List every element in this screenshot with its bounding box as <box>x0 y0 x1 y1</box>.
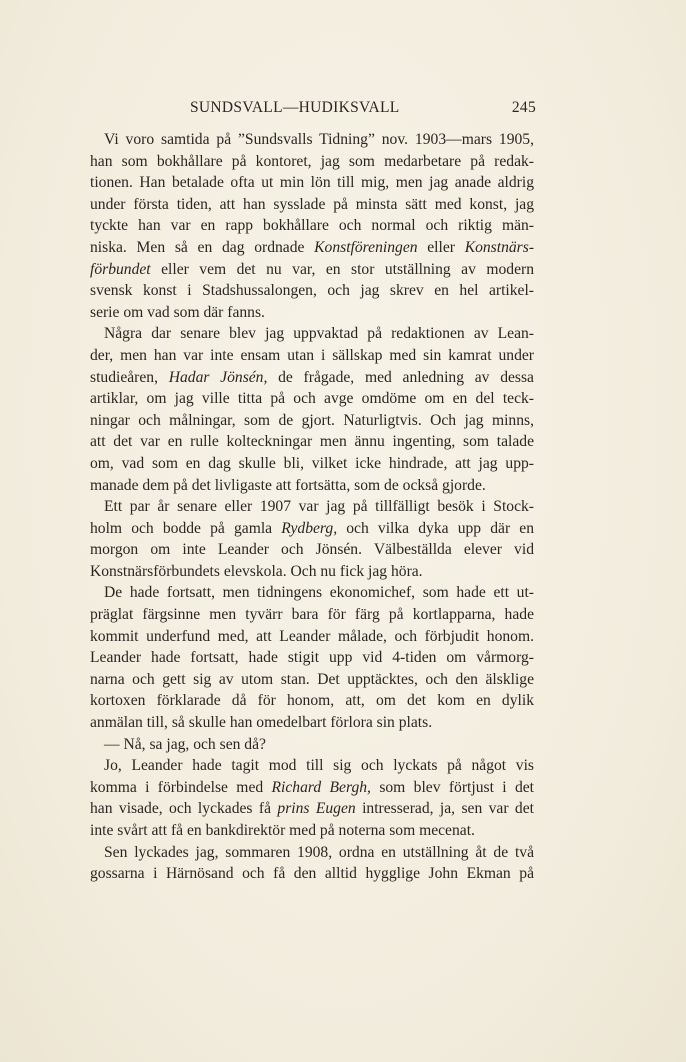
text-line <box>90 582 534 604</box>
text-run: Jo, Leander hade tagit mod till sig och lyckats på något vis <box>104 757 534 775</box>
text-run: narna och gett sig av utom stan. Det upptäcktes, och den älsklige <box>90 670 534 688</box>
text-run: att det var en rulle kolteckningar men ännu ingenting, som talade <box>90 433 534 451</box>
text-line <box>90 539 534 561</box>
text-run: han visade, och lyckades få <box>90 800 278 818</box>
paragraph <box>90 755 534 841</box>
text-run: morgon om inte Leander och Jönsén. Välbeställda elever vid <box>90 541 534 559</box>
text-run: under första tiden, att han sysslade på minsta sätt med konst, jag <box>90 195 534 213</box>
text-run: Vi voro samtida på ”Sundsvalls Tidning” nov. 1903—mars 1905, <box>104 131 534 148</box>
text-run: Några dar senare blev jag uppvaktad på redaktionen av Lean- <box>104 325 534 343</box>
text-run: komma i förbindelse med <box>90 778 272 796</box>
text-run: De hade fortsatt, men tidningens ekonomichef, som hade ett ut- <box>104 584 534 602</box>
text-run: — Nå, sa jag, och sen då? <box>104 735 266 753</box>
text-line <box>90 172 534 194</box>
text-line <box>90 626 534 648</box>
text-line <box>90 669 534 691</box>
text-run: de frågade, med anledning av dessa <box>267 368 534 386</box>
paragraph <box>90 129 534 323</box>
text-line <box>90 302 534 324</box>
italic-text: prins Eugen <box>277 800 356 818</box>
text-line <box>90 518 534 540</box>
text-run: inte svårt att få en bankdirektör med på noterna som mecenat. <box>90 822 475 839</box>
text-line <box>90 367 534 389</box>
text-line <box>90 237 534 259</box>
text-line <box>90 755 534 777</box>
text-line <box>90 194 534 216</box>
text-run: anmälan till, så skulle han omedelbart förlora sin plats. <box>90 714 433 732</box>
text-run: som blev förtjust i det <box>370 778 534 796</box>
text-line <box>90 410 534 432</box>
paragraph <box>90 323 534 496</box>
text-line <box>90 215 534 237</box>
text-run: Sen lyckades jag, sommaren 1908, ordna en utställning åt de två <box>104 843 534 861</box>
text-line <box>90 345 534 367</box>
text-run: Ett par år senare eller 1907 var jag på tillfälligt besök i Stock- <box>104 498 534 516</box>
text-run: präglat färgsinne men tyvärr bara för färg på kortlapparna, hade <box>90 606 534 624</box>
text-line <box>90 453 534 475</box>
text-run: kommit underfund med, att Leander målade, och förbjudit honom. <box>90 627 534 645</box>
text-line <box>90 734 534 756</box>
paragraph <box>90 842 534 885</box>
text-line <box>90 863 534 885</box>
text-run: artiklar, om jag ville titta på och avge omdöme om en del teck- <box>90 390 534 408</box>
text-line <box>90 647 534 669</box>
italic-text: förbundet <box>90 260 151 278</box>
italic-text: Konstföreningen <box>314 238 418 256</box>
text-run: der, men han var inte ensam utan i sällskap med sin kamrat under <box>90 346 534 364</box>
text-line <box>90 129 534 151</box>
text-run: niska. Men så en dag ordnade <box>90 238 315 256</box>
text-run: eller vem det nu var, en stor utställning av modern <box>150 260 534 278</box>
text-run: eller <box>417 238 465 256</box>
text-run: och vilka dyka upp där en <box>337 519 535 537</box>
running-title: SUNDSVALL—HUDIKSVALL <box>190 99 400 116</box>
paragraph <box>90 582 534 733</box>
text-line <box>90 151 534 173</box>
text-run: svensk konst i Stadshussalongen, och jag skrev en hel artikel- <box>90 282 534 300</box>
text-line <box>90 388 534 410</box>
paragraph <box>90 496 534 582</box>
text-run: kortoxen förklarade då för honom, att, om det kom en dylik <box>90 692 534 710</box>
text-run: studieåren, <box>90 368 169 386</box>
text-line <box>90 496 534 518</box>
text-line <box>90 604 534 626</box>
italic-text: Rydberg, <box>281 519 338 537</box>
text-line <box>90 690 534 712</box>
text-run: tionen. Han betalade ofta ut min lön till mig, men jag anade aldrig <box>90 174 534 192</box>
text-run: tyckte han var en rapp bokhållare och normal och riktig män- <box>90 217 534 235</box>
text-run: manade dem på det livligaste att fortsätta, som de också gjorde. <box>90 476 486 494</box>
italic-text: Hadar Jönsén, <box>168 368 268 386</box>
page-header <box>190 99 536 119</box>
paragraph <box>90 734 534 756</box>
text-run: om, vad som en dag skulle bli, vilket icke hindrade, att jag upp- <box>90 454 534 472</box>
text-run: han som bokhållare på kontoret, jag som medarbetare på redak- <box>90 152 534 170</box>
text-line <box>90 280 534 302</box>
italic-text: Richard Bergh, <box>271 778 371 796</box>
text-run: intresserad, ja, sen var det <box>355 800 534 818</box>
text-line <box>90 777 534 799</box>
text-run: serie om vad som där fanns. <box>90 303 265 321</box>
text-line <box>90 431 534 453</box>
text-run: Leander hade fortsatt, hade stigit upp vid 4-tiden om vårmorg- <box>90 649 534 667</box>
text-run: gossarna i Härnösand och få den alltid hygglige John Ekman på <box>90 865 534 883</box>
text-line <box>90 842 534 864</box>
text-run: Konstnärsförbundets elevskola. Och nu fick jag höra. <box>90 562 423 580</box>
italic-text: Konstnärs- <box>464 238 535 256</box>
text-line <box>90 475 534 497</box>
body-text <box>90 129 534 885</box>
text-line <box>90 561 534 583</box>
text-line <box>90 259 534 281</box>
text-line <box>90 712 534 734</box>
text-line <box>90 798 534 820</box>
text-line <box>90 820 534 842</box>
text-run: ningar och målningar, som de gjort. Naturligtvis. Och jag minns, <box>90 411 534 429</box>
page-number: 245 <box>511 99 536 116</box>
text-run: holm och bodde på gamla <box>90 519 282 537</box>
text-line <box>90 323 534 345</box>
